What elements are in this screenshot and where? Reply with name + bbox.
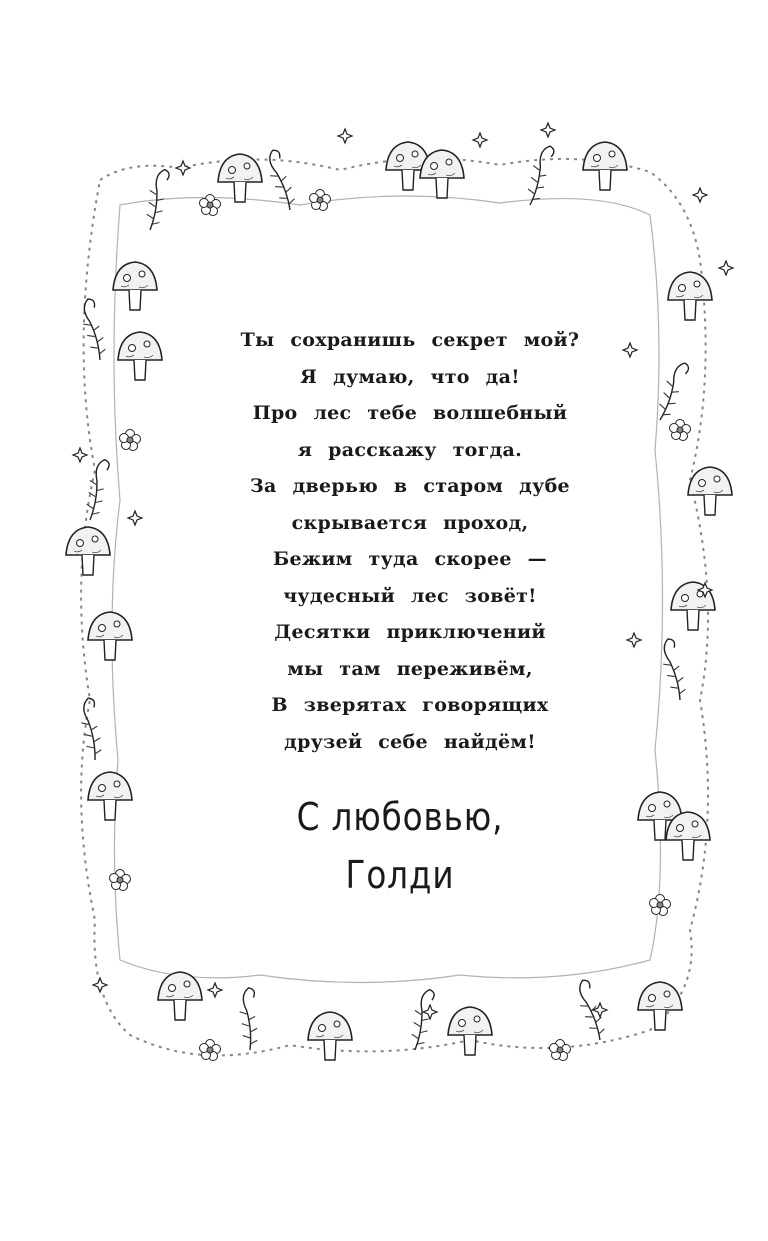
poem-line: Про лес тебе волшебный [252,402,568,424]
signature-name: Голди [345,853,455,897]
poem-line: В зверятах говорящих [271,694,549,716]
poem-line: Десятки приключений [274,621,546,643]
poem-line: скрывается проход, [291,511,529,534]
poem-line: мы там переживём, [287,657,533,680]
poem-line: чудесный лес зовёт! [283,584,537,607]
poem-line: я расскажу тогда. [297,438,523,461]
poem [190,322,630,760]
signature [254,788,546,904]
poem-line: Бежим туда скорее — [273,548,547,570]
poem-line: друзей себе найдём! [284,730,536,753]
poem-line: Ты сохранишь секрет мой? [240,329,580,351]
poem-line: Я думаю, что да! [300,365,520,388]
poem-line: За дверью в старом дубе [250,475,570,497]
signature-greeting: С любовью, [296,795,504,839]
